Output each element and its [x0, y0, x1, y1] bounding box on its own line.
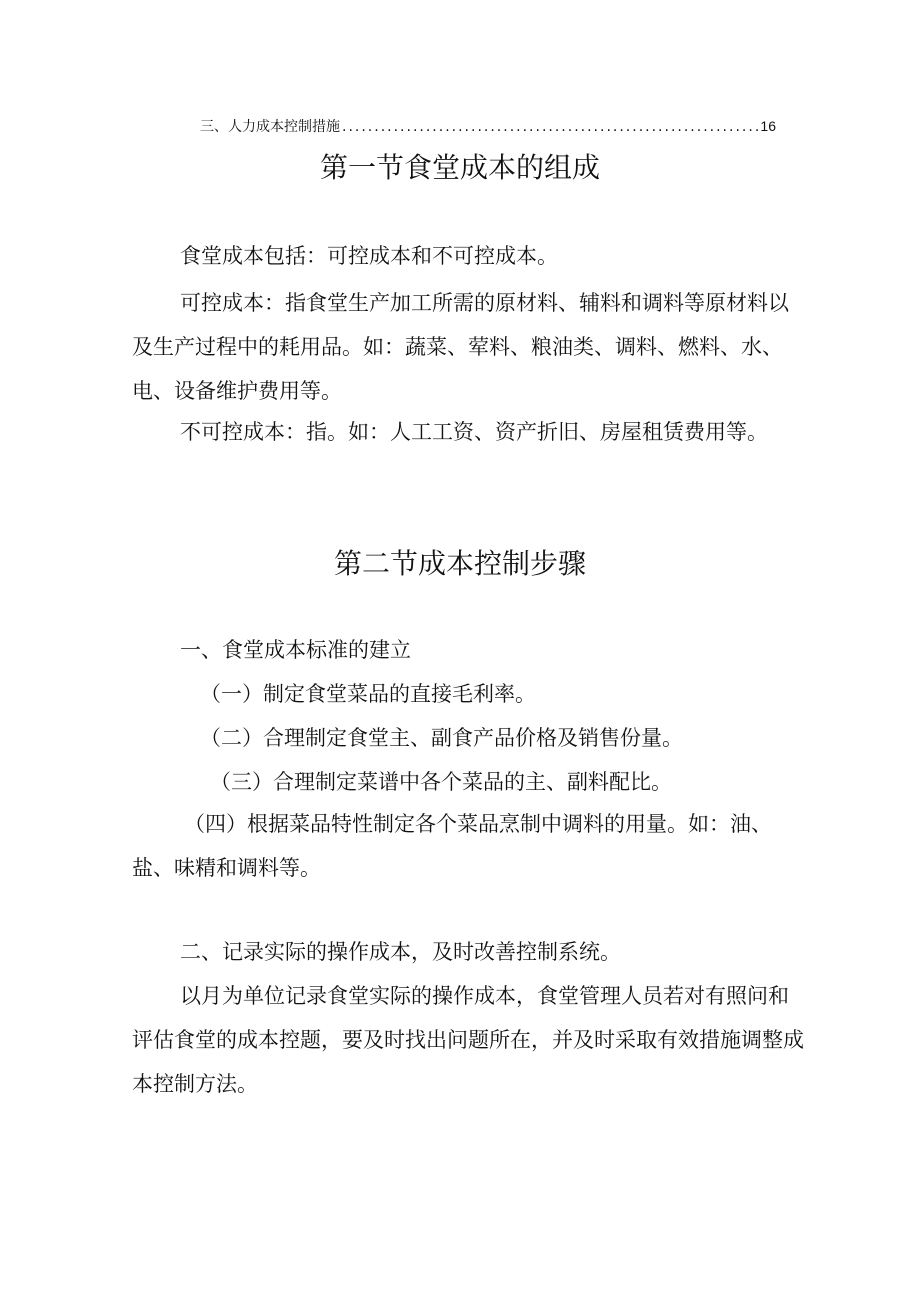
step-one-item-1: （一）制定食堂菜品的直接毛利率。	[200, 682, 536, 706]
step-one-item-2: （二）合理制定食堂主、副食产品价格及销售份量。	[200, 726, 683, 750]
step-two-paragraph: 以月为单位记录食堂实际的操作成本，食堂管理人员若对有照问和评估食堂的成本控题，要及时找出问题所在，并及时采取有效措施调整成本控制方法。	[132, 984, 804, 1096]
section1-paragraph-2: 可控成本：指食堂生产加工所需的原材料、辅料和调料等原材料以及生产过程中的耗用品。如：蔬菜、荤料、粮油类、调料、燃料、水、电、设备维护费用等。	[132, 291, 789, 403]
toc-item-label: 三、人力成本控制措施	[200, 119, 340, 135]
step-one-item-4: （四）根据菜品特性制定各个菜品烹制中调料的用量。如：油、盐、味精和调料等。	[132, 812, 772, 880]
section1-title: 第一节食堂成本的组成	[319, 151, 600, 184]
section1-paragraph-1: 食堂成本包括：可控成本和不可控成本。	[180, 244, 558, 268]
toc-page-number: 16	[760, 118, 776, 134]
toc-leader-dots	[342, 119, 758, 135]
section1-paragraph-3: 不可控成本：指。如：人工工资、资产折旧、房屋租赁费用等。	[180, 420, 768, 444]
step-one-heading: 一、食堂成本标准的建立	[180, 638, 411, 662]
step-two-heading: 二、记录实际的操作成本，及时改善控制系统。	[180, 940, 621, 964]
step-one-item-3: （三）合理制定菜谱中各个菜品的主、副料配比。	[210, 770, 672, 794]
toc-entry	[200, 116, 776, 136]
section2-title: 第二节成本控制步骤	[333, 547, 586, 580]
